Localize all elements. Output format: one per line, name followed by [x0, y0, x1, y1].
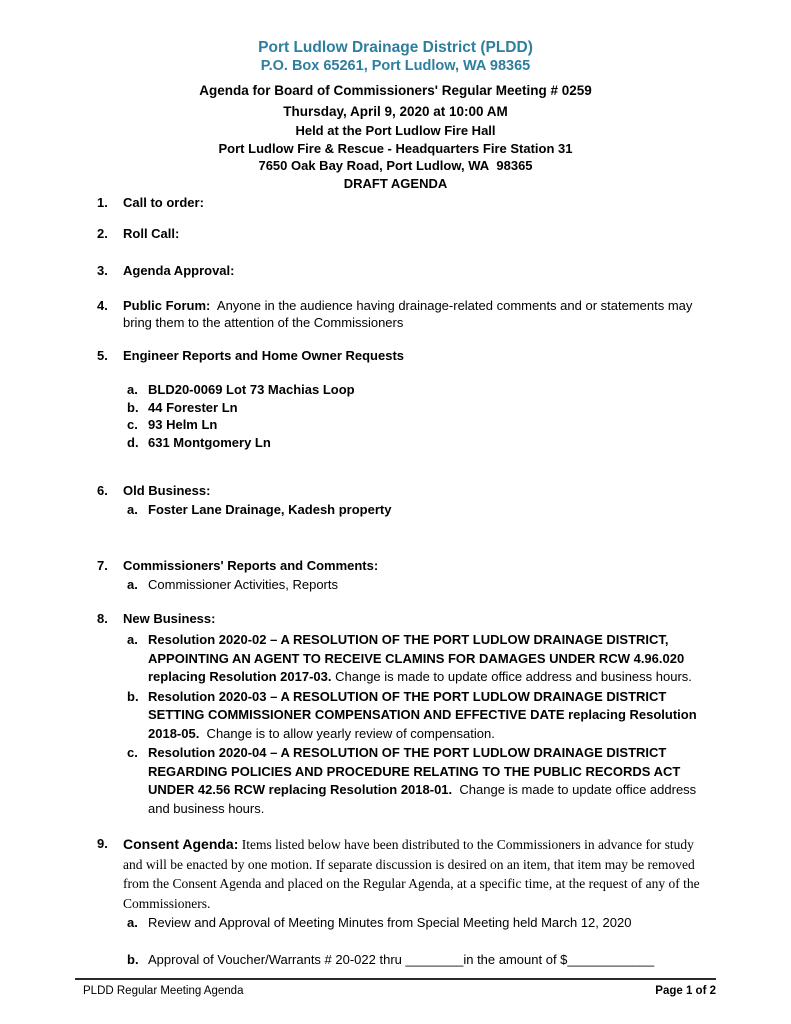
- text-segment: 93 Helm Ln: [148, 417, 218, 432]
- text-segment: Engineer Reports and Home Owner Requests: [123, 348, 405, 363]
- footer-page-number: Page 1 of 2: [655, 985, 716, 997]
- item-number: 4.: [97, 298, 108, 313]
- text-segment: Roll Call:: [123, 226, 180, 241]
- sub-item-list: [127, 914, 716, 968]
- item-body: [123, 610, 716, 818]
- sub-item: [127, 381, 716, 399]
- sub-item-text: [148, 744, 716, 818]
- sub-item-letter: b.: [127, 399, 139, 415]
- text-segment: Items listed below have been distributed to the Commissioners in advance for study and will be enacted by one motion. If separate discussion is desired on an item, that item may be removed from the Consent Agenda and placed on the Regular Agenda, at a specific time, at the request of any of the Commissioners.: [123, 837, 700, 911]
- sub-item-text: [148, 688, 716, 744]
- agenda-item-commissioners-reports: [97, 557, 716, 594]
- sub-item-letter: a.: [127, 382, 138, 397]
- text-segment: Agenda Approval:: [123, 263, 235, 278]
- agenda-item-engineer-reports: [97, 347, 716, 451]
- sub-item-letter: b.: [127, 688, 139, 704]
- text-segment: BLD20-0069 Lot 73 Machias Loop: [148, 382, 355, 397]
- item-body: [123, 194, 716, 211]
- location-line-3: 7650 Oak Bay Road, Port Ludlow, WA 98365: [258, 158, 533, 173]
- sub-item-letter: b.: [127, 951, 139, 967]
- sub-item-text: [148, 951, 716, 969]
- sub-item: [127, 434, 716, 452]
- text-segment: Approval of Voucher/Warrants # 20-022 thru ________in the amount of $____________: [148, 951, 655, 967]
- sub-item-text: [148, 631, 716, 687]
- sub-item-text: [148, 399, 716, 417]
- draft-agenda-label: DRAFT AGENDA: [343, 175, 448, 191]
- location-line-1: Held at the Port Ludlow Fire Hall: [295, 123, 496, 138]
- sub-item-text: [148, 501, 716, 519]
- agenda-item-new-business: [97, 610, 716, 818]
- sub-item-letter: c.: [127, 417, 138, 432]
- sub-item: [127, 744, 716, 818]
- item-title: [123, 347, 716, 364]
- agenda-item-old-business: [97, 482, 716, 519]
- sub-item: [127, 951, 716, 969]
- sub-item: [127, 914, 716, 932]
- text-segment: Commissioner Activities, Reports: [148, 576, 338, 592]
- item-number: 6.: [97, 483, 108, 498]
- item-body: [123, 835, 716, 968]
- text-segment: 631 Montgomery Ln: [148, 434, 271, 450]
- item-body: [123, 225, 716, 242]
- item-title: [123, 610, 716, 627]
- sub-item-list: [127, 381, 716, 451]
- text-segment: Change is made to update office address and business hours.: [148, 782, 697, 816]
- item-title: [123, 557, 716, 574]
- document-header: [0, 0, 791, 192]
- meeting-datetime: Thursday, April 9, 2020 at 10:00 AM: [283, 104, 508, 119]
- sub-item-letter: a.: [127, 576, 138, 592]
- item-number: 1.: [97, 195, 108, 210]
- sub-item: [127, 399, 716, 417]
- text-segment: Resolution 2020-04 – A RESOLUTION OF THE PORT LUDLOW DRAINAGE DISTRICT REGARDING POLICIES AND PROCEDURE RELATING TO THE PUBLIC RECORDS ACT UNDER 42.56 RCW replacing Resolution 2018-01.: [148, 745, 681, 797]
- text-segment: New Business:: [123, 611, 216, 626]
- item-title: [123, 297, 716, 331]
- sub-item: [127, 631, 716, 687]
- item-title: [123, 194, 716, 211]
- sub-item-text: [148, 416, 716, 434]
- meeting-title: Agenda for Board of Commissioners' Regular Meeting # 0259: [199, 83, 592, 98]
- sub-item: [127, 416, 716, 434]
- sub-item: [127, 501, 716, 519]
- item-body: [123, 482, 716, 519]
- text-segment: Change is made to update office address and business hours.: [331, 669, 692, 684]
- text-segment: Anyone in the audience having drainage-related comments and or statements may bring them to the attention of the Commissioners: [123, 298, 693, 330]
- item-body: [123, 262, 716, 279]
- item-body: [123, 347, 716, 451]
- sub-item-text: [148, 434, 716, 452]
- sub-item-text: [148, 381, 716, 399]
- text-segment: 44 Forester Ln: [148, 399, 238, 415]
- sub-item-letter: a.: [127, 502, 138, 517]
- text-segment: Resolution 2020-03 – A RESOLUTION OF THE PORT LUDLOW DRAINAGE DISTRICT SETTING COMMISSIONER COMPENSATION AND EFFECTIVE DATE replacing Resolution 2018-05.: [148, 688, 697, 741]
- text-segment: Public Forum:: [123, 298, 211, 313]
- sub-item-list: [127, 631, 716, 818]
- item-body: [123, 557, 716, 594]
- item-title: [123, 482, 716, 499]
- item-body: [123, 297, 716, 331]
- org-name: Port Ludlow Drainage District (PLDD): [258, 39, 533, 56]
- sub-item-letter: d.: [127, 434, 139, 450]
- sub-item: [127, 576, 716, 594]
- text-segment: Foster Lane Drainage, Kadesh property: [148, 502, 392, 517]
- sub-item-letter: c.: [127, 745, 138, 760]
- text-segment: Call to order:: [123, 195, 204, 210]
- agenda-item-call-to-order: [97, 194, 716, 211]
- agenda-item-public-forum: [97, 297, 716, 331]
- sub-item-letter: a.: [127, 915, 138, 930]
- org-address: P.O. Box 65261, Port Ludlow, WA 98365: [260, 58, 531, 74]
- item-number: 3.: [97, 263, 108, 278]
- agenda-item-roll-call: [97, 225, 716, 242]
- footer-document-title: PLDD Regular Meeting Agenda: [83, 985, 244, 997]
- item-number: 8.: [97, 611, 108, 626]
- text-segment: Change is to allow yearly review of compensation.: [199, 725, 495, 741]
- item-number: 7.: [97, 557, 108, 573]
- text-segment: Commissioners' Reports and Comments:: [123, 557, 379, 573]
- sub-item: [127, 688, 716, 744]
- sub-item-list: [127, 576, 716, 594]
- item-number: 9.: [97, 836, 108, 851]
- location-line-2: Port Ludlow Fire & Rescue - Headquarters Fire Station 31: [218, 140, 573, 156]
- item-number: 5.: [97, 348, 108, 363]
- sub-item-text: [148, 576, 716, 594]
- agenda-list: [0, 194, 791, 968]
- text-segment: Resolution 2020-02 – A RESOLUTION OF THE PORT LUDLOW DRAINAGE DISTRICT, APPOINTING AN AGENT TO RECEIVE CLAMINS FOR DAMAGES UNDER RCW 4.96.020 replacing Resolution 2017-03.: [148, 632, 685, 684]
- sub-item-letter: a.: [127, 632, 138, 647]
- agenda-item-agenda-approval: [97, 262, 716, 279]
- item-title: [123, 835, 716, 913]
- text-segment: Consent Agenda:: [123, 836, 239, 852]
- agenda-item-consent-agenda: [97, 835, 716, 968]
- text-segment: Old Business:: [123, 483, 211, 498]
- item-title: [123, 225, 716, 242]
- item-number: 2.: [97, 226, 108, 241]
- text-segment: Review and Approval of Meeting Minutes from Special Meeting held March 12, 2020: [148, 915, 632, 930]
- sub-item-list: [127, 501, 716, 519]
- page-footer: [75, 978, 716, 998]
- item-title: [123, 262, 716, 279]
- sub-item-text: [148, 914, 716, 932]
